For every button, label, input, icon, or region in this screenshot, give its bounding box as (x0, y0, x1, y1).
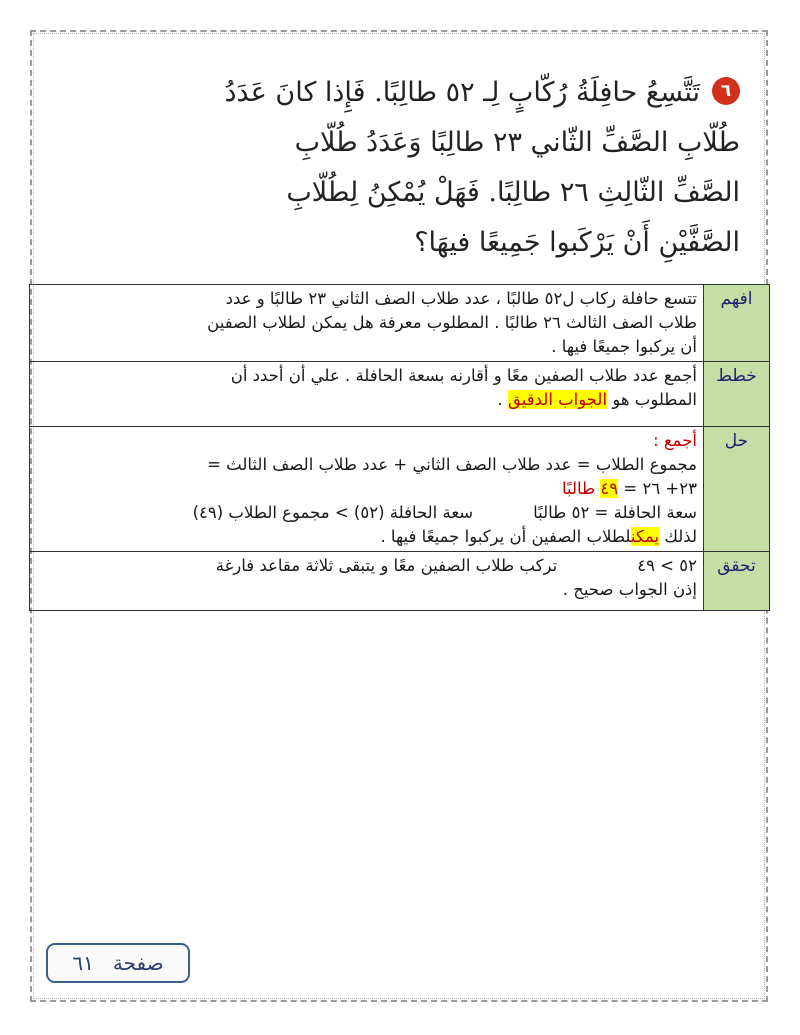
step-label-plan: خطط (704, 362, 770, 427)
step-content-understand: تتسع حافلة ركاب ل٥٢ طالبًا ، عدد طلاب الصف الثاني ٢٣ طالبًا و عدد طلاب الصف الثالث ٢٦ طالبًا . المطلوب معرفة هل يمكن لطلاب الصفين أن يركبوا جميعًا فيها . (30, 285, 704, 362)
question-line-3: الصَّفِّ الثّالِثِ ٢٦ طالِبًا. فَهَلْ يُمْكِنُ لِطُلّابِ (286, 177, 740, 208)
step-label-check: تحقق (704, 552, 770, 611)
step-plan-row (30, 362, 770, 427)
step-content-check: ٥٢ > ٤٩تركب طلاب الصفين معًا و يتبقى ثلاثة مقاعد فارغة إذن الجواب صحيح . (30, 552, 704, 611)
highlight-can: يمكن (630, 527, 660, 546)
page-word: صفحة (112, 951, 164, 975)
page-number-box (46, 943, 190, 983)
question-line-2: طُلّابِ الصَّفِّ الثّاني ٢٣ طالِبًا وَعَدَدُ طُلّابِ (294, 127, 740, 158)
question-line-4: الصَّفَّيْنِ أَنْ يَرْكَبوا جَمِيعًا فيهَا؟ (414, 227, 740, 258)
step-solve-row (30, 427, 770, 552)
step-understand-row (30, 285, 770, 362)
question-line-1: ٦تَتَّسِعُ حافِلَةُ رُكّابٍ لِـ ٥٢ طالِبًا. فَإِذا كانَ عَدَدُ (60, 68, 740, 118)
question-number-badge: ٦ (712, 77, 740, 105)
highlight-sum: ٤٩ (600, 479, 619, 498)
step-content-plan: أجمع عدد طلاب الصفين معًا و أقارنه بسعة الحافلة . علي أن أحدد أن المطلوب هو الجواب الدقيق . (30, 362, 704, 427)
solution-steps-table (29, 284, 770, 611)
solve-heading: أجمع : (653, 431, 697, 450)
question-text (60, 68, 740, 268)
step-label-understand: افهم (704, 285, 770, 362)
step-check-row (30, 552, 770, 611)
step-label-solve: حل (704, 427, 770, 552)
page-number: ٦١ (72, 951, 94, 975)
highlight-exact-answer: الجواب الدقيق (508, 390, 608, 409)
step-content-solve: أجمع : مجموع الطلاب = عدد طلاب الصف الثاني + عدد طلاب الصف الثالث = ٢٣+ ٢٦ = ٤٩ طالبًا سعة الحافلة = ٥٢ طالبًاسعة الحافلة (٥٢) > مجموع الطلاب (٤٩) لذلك يمكنلطلاب الصفين أن يركبوا جميعًا فيها . (30, 427, 704, 552)
